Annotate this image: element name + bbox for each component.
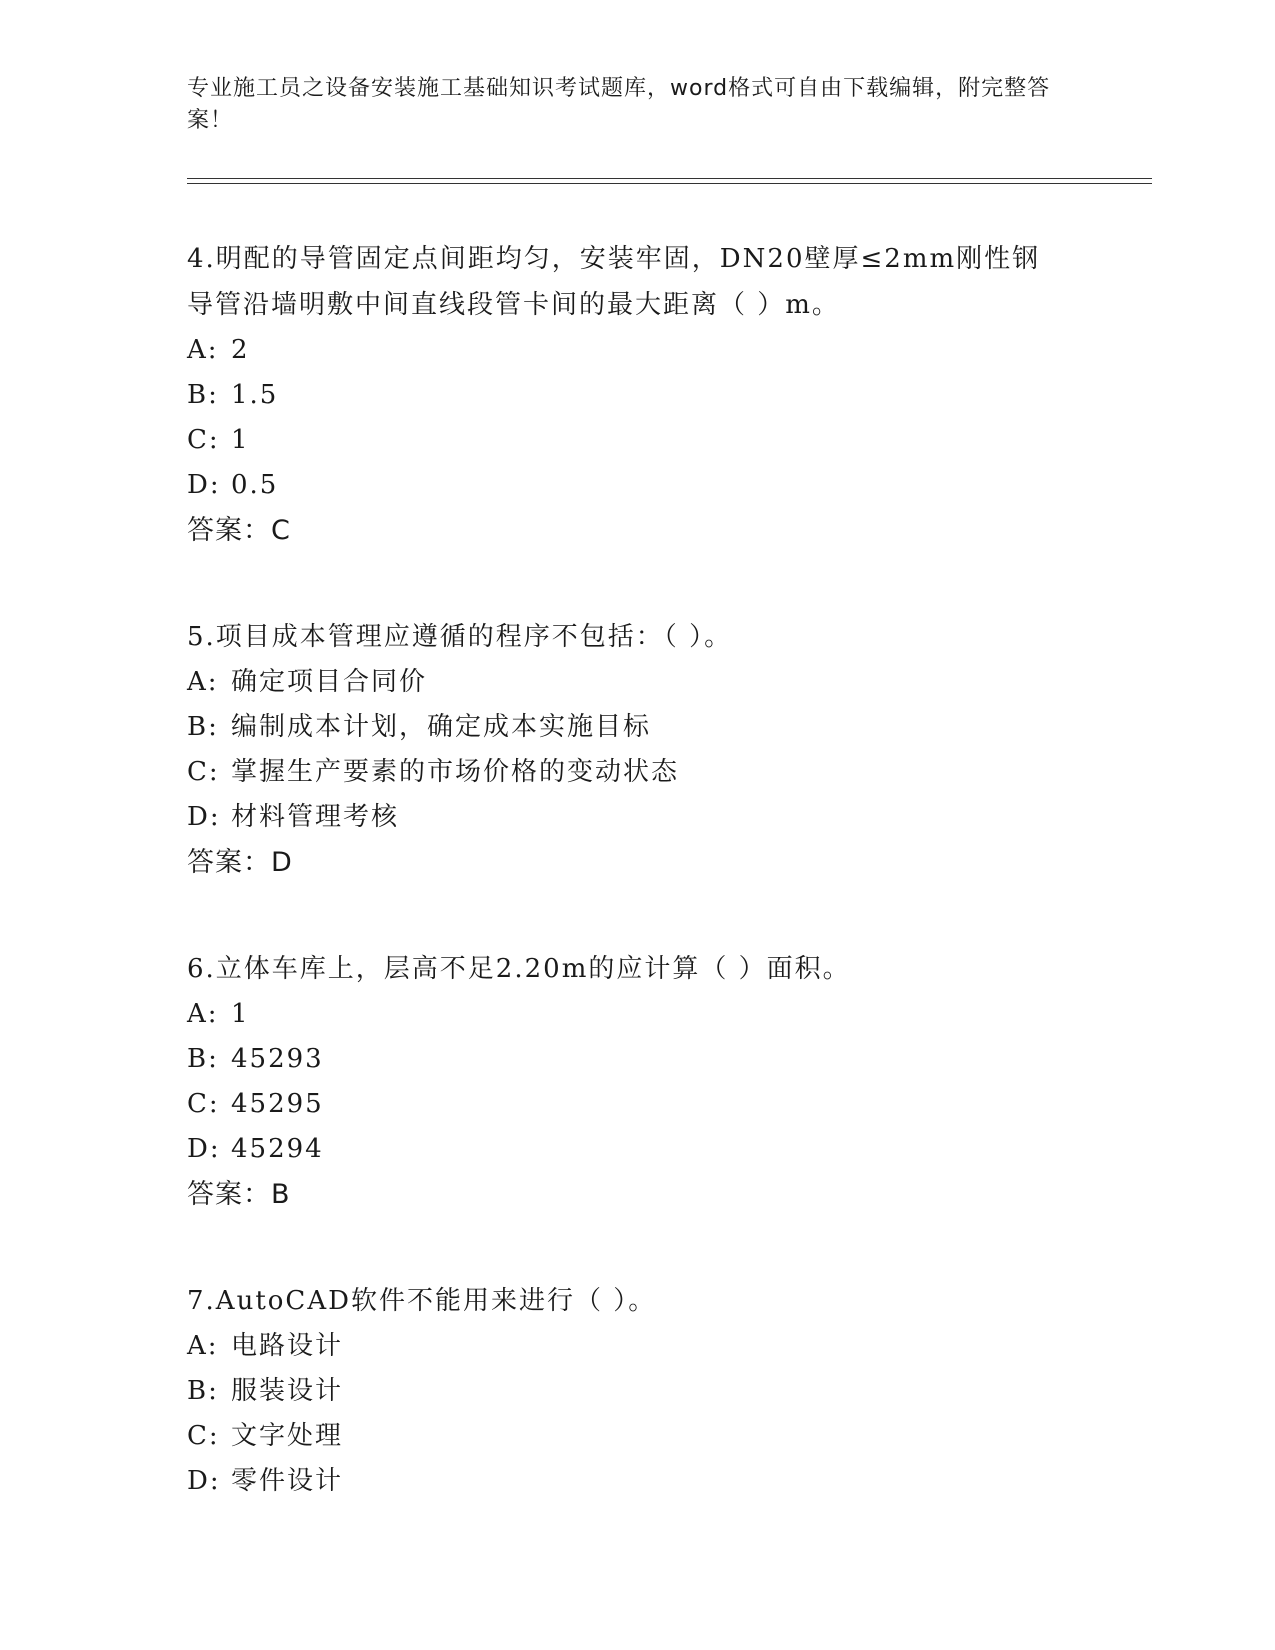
option-text: 电路设计	[231, 1331, 344, 1361]
question-5	[187, 614, 1067, 886]
option-c	[187, 1082, 1067, 1127]
question-spacer	[187, 1218, 1067, 1278]
option-text: 45295	[231, 1089, 324, 1119]
option-letter: D:	[187, 1134, 221, 1164]
question-stem: 4.明配的导管固定点间距均匀，安装牢固，DN20壁厚≤2mm刚性钢导管沿墙明敷中间直线段管卡间的最大距离（ ）m。	[187, 244, 1041, 320]
option-text: 服装设计	[231, 1376, 344, 1406]
option-text: 掌握生产要素的市场价格的变动状态	[231, 757, 680, 787]
option-text: 1.5	[231, 380, 279, 410]
option-text: 编制成本计划，确定成本实施目标	[231, 712, 652, 742]
option-letter: B:	[187, 1044, 219, 1074]
question-list	[187, 236, 1067, 1504]
question-spacer	[187, 554, 1067, 614]
option-text: 45294	[231, 1134, 324, 1164]
option-text: 0.5	[231, 470, 279, 500]
option-b	[187, 705, 1067, 750]
option-letter: B:	[187, 1376, 219, 1406]
answer-line: 答案：B	[187, 1179, 291, 1210]
option-letter: C:	[187, 757, 220, 787]
option-letter: A:	[187, 667, 219, 697]
question-stem: 7.AutoCAD软件不能用来进行（ ）。	[187, 1286, 657, 1316]
document-header: 专业施工员之设备安装施工基础知识考试题库，word格式可自由下载编辑，附完整答案！	[187, 76, 1051, 133]
question-6	[187, 946, 1067, 1218]
option-letter: A:	[187, 335, 219, 365]
option-c	[187, 750, 1067, 795]
option-d	[187, 795, 1067, 840]
option-text: 45293	[231, 1044, 324, 1074]
option-a	[187, 328, 1067, 373]
header-divider-bottom	[187, 183, 1152, 184]
option-d	[187, 1459, 1067, 1504]
question-7	[187, 1278, 1067, 1504]
option-letter: C:	[187, 1421, 220, 1451]
header-divider-top	[187, 178, 1152, 179]
option-text: 材料管理考核	[231, 802, 400, 832]
answer-line: 答案：D	[187, 847, 293, 878]
question-stem: 5.项目成本管理应遵循的程序不包括：（ ）。	[187, 622, 733, 652]
option-letter: B:	[187, 712, 219, 742]
option-b	[187, 1369, 1067, 1414]
option-text: 文字处理	[231, 1421, 344, 1451]
option-a	[187, 660, 1067, 705]
option-letter: A:	[187, 1331, 219, 1361]
option-letter: C:	[187, 1089, 220, 1119]
option-d	[187, 1127, 1067, 1172]
option-b	[187, 1037, 1067, 1082]
option-a	[187, 992, 1067, 1037]
option-c	[187, 1414, 1067, 1459]
option-text: 零件设计	[231, 1466, 344, 1496]
option-letter: C:	[187, 425, 220, 455]
option-text: 1	[231, 999, 250, 1029]
option-letter: D:	[187, 1466, 221, 1496]
question-spacer	[187, 886, 1067, 946]
question-stem: 6.立体车库上，层高不足2.20m的应计算（ ）面积。	[187, 954, 851, 984]
option-text: 2	[231, 335, 250, 365]
option-a	[187, 1324, 1067, 1369]
option-letter: A:	[187, 999, 219, 1029]
option-b	[187, 373, 1067, 418]
option-text: 确定项目合同价	[231, 667, 428, 697]
option-letter: D:	[187, 802, 221, 832]
option-letter: D:	[187, 470, 221, 500]
option-letter: B:	[187, 380, 219, 410]
option-c	[187, 418, 1067, 463]
option-d	[187, 463, 1067, 508]
answer-line: 答案：C	[187, 515, 291, 546]
option-text: 1	[231, 425, 250, 455]
question-4	[187, 236, 1067, 554]
